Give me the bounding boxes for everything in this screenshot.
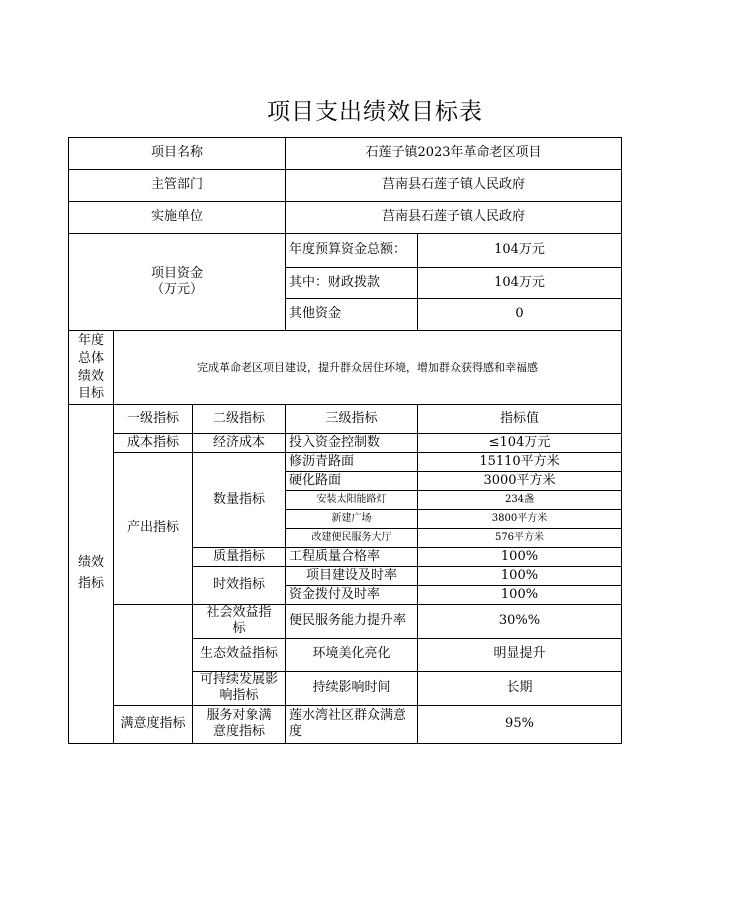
satisfaction-l3: 莲水湾社区群众满意度 xyxy=(286,705,418,743)
satisfaction-value: 95% xyxy=(418,705,622,743)
annual-goal-label: 年度总体绩效目标 xyxy=(69,331,114,405)
cost-l1: 成本指标 xyxy=(114,434,193,453)
table-row xyxy=(69,405,622,434)
output-l1: 产出指标 xyxy=(114,453,193,605)
header-level1: 一级指标 xyxy=(114,405,193,434)
quantity-l3: 修沥青路面 xyxy=(286,453,418,472)
fiscal-label: 其中：财政拨款 xyxy=(286,268,418,299)
dept-label: 主管部门 xyxy=(69,170,286,202)
quantity-value: 3800平方米 xyxy=(418,510,622,529)
quantity-l2: 数量指标 xyxy=(193,453,286,548)
performance-target-table xyxy=(68,137,622,744)
cost-l3: 投入资金控制数 xyxy=(286,434,418,453)
sustain-l2: 可持续发展影响指标 xyxy=(193,671,286,705)
project-name-label: 项目名称 xyxy=(69,138,286,170)
table-row xyxy=(69,138,622,170)
sustain-l3: 持续影响时间 xyxy=(286,671,418,705)
time-value: 100% xyxy=(418,567,622,586)
perf-indicator-label: 绩效指标 xyxy=(69,405,114,744)
table-row xyxy=(69,202,622,234)
quantity-value: 3000平方米 xyxy=(418,472,622,491)
unit-label: 实施单位 xyxy=(69,202,286,234)
quantity-value: 234盏 xyxy=(418,491,622,510)
time-l3: 项目建设及时率 xyxy=(286,567,418,586)
header-value: 指标值 xyxy=(418,405,622,434)
cost-l2: 经济成本 xyxy=(193,434,286,453)
total-budget-value: 104万元 xyxy=(418,234,622,268)
unit-value: 莒南县石莲子镇人民政府 xyxy=(286,202,622,234)
annual-goal-text: 完成革命老区项目建设，提升群众居住环境，增加群众获得感和幸福感 xyxy=(114,331,622,405)
social-l2: 社会效益指标 xyxy=(193,605,286,639)
quantity-l3: 改建便民服务大厅 xyxy=(286,529,418,548)
time-l3: 资金拨付及时率 xyxy=(286,586,418,605)
other-funds-label: 其他资金 xyxy=(286,299,418,331)
other-funds-value: 0 xyxy=(418,299,622,331)
table-row xyxy=(69,705,622,743)
quantity-l3: 新建广场 xyxy=(286,510,418,529)
header-level3: 三级指标 xyxy=(286,405,418,434)
header-level2: 二级指标 xyxy=(193,405,286,434)
cost-value: ≤104万元 xyxy=(418,434,622,453)
funds-label-text: 项目资金 xyxy=(150,265,203,281)
table-row xyxy=(69,234,622,268)
total-budget-label: 年度预算资金总额： xyxy=(286,234,418,268)
time-l2: 时效指标 xyxy=(193,567,286,605)
effect-l1 xyxy=(114,605,193,706)
funds-label xyxy=(69,234,286,331)
fiscal-value: 104万元 xyxy=(418,268,622,299)
quality-l2: 质量指标 xyxy=(193,548,286,567)
social-value: 30%% xyxy=(418,605,622,639)
satisfaction-l1: 满意度指标 xyxy=(114,705,193,743)
eco-l2: 生态效益指标 xyxy=(193,638,286,671)
quantity-l3: 安装太阳能路灯 xyxy=(286,491,418,510)
table-row xyxy=(69,434,622,453)
table-row xyxy=(69,453,622,472)
time-value: 100% xyxy=(418,586,622,605)
project-name-value: 石莲子镇2023年革命老区项目 xyxy=(286,138,622,170)
satisfaction-l2: 服务对象满意度指标 xyxy=(193,705,286,743)
quality-l3: 工程质量合格率 xyxy=(286,548,418,567)
sustain-value: 长期 xyxy=(418,671,622,705)
eco-l3: 环境美化亮化 xyxy=(286,638,418,671)
table-row xyxy=(69,605,622,639)
quality-value: 100% xyxy=(418,548,622,567)
table-row xyxy=(69,170,622,202)
page-title: 项目支出绩效目标表 xyxy=(267,99,483,125)
dept-value: 莒南县石莲子镇人民政府 xyxy=(286,170,622,202)
funds-unit-text: （万元） xyxy=(150,282,203,297)
quantity-l3: 硬化路面 xyxy=(286,472,418,491)
quantity-value: 15110平方米 xyxy=(418,453,622,472)
quantity-value: 576平方米 xyxy=(418,529,622,548)
table-row xyxy=(69,331,622,405)
eco-value: 明显提升 xyxy=(418,638,622,671)
social-l3: 便民服务能力提升率 xyxy=(286,605,418,639)
